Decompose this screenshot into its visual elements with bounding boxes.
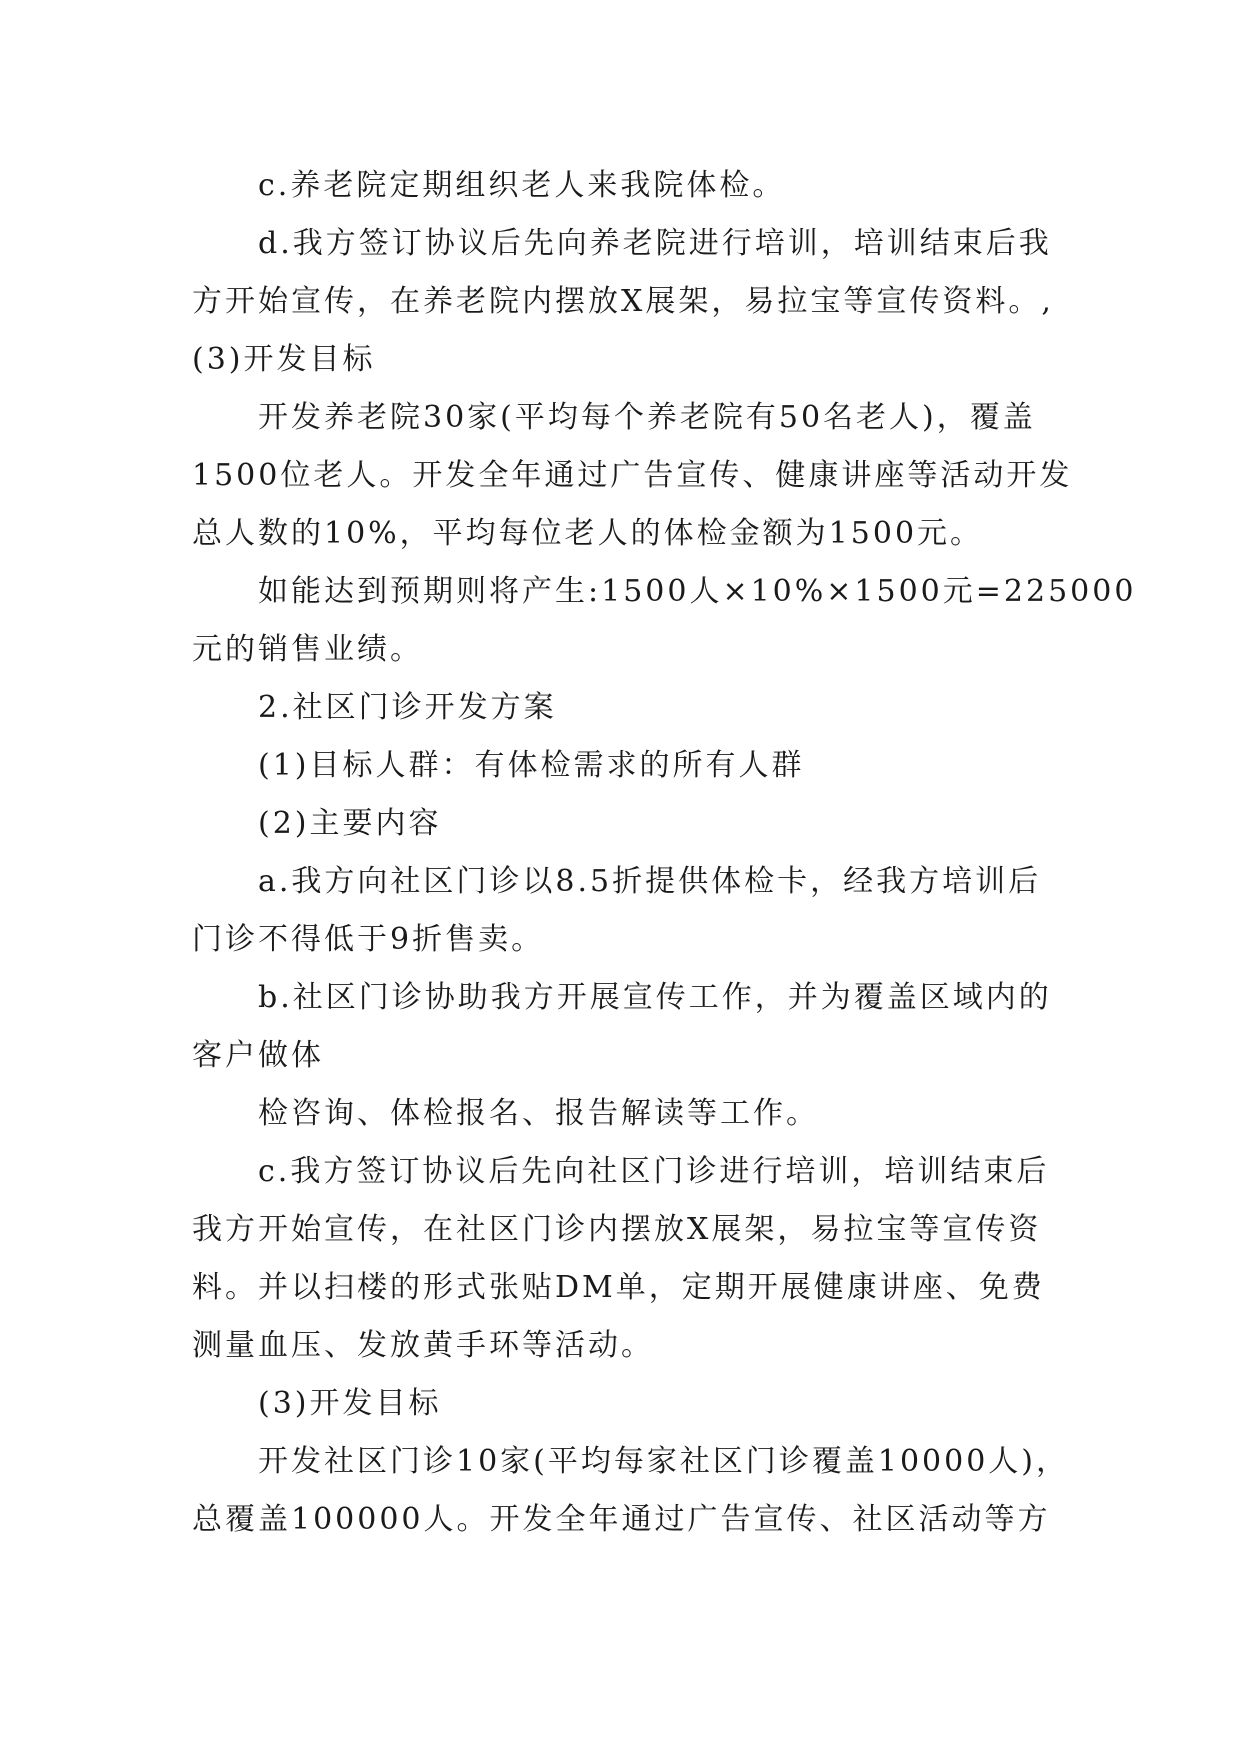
text-line: c.养老院定期组织老人来我院体检。: [258, 168, 786, 203]
text-line: 开发社区门诊10家(平均每家社区门诊覆盖10000人)，: [258, 1444, 1070, 1479]
text-line: b.社区门诊协助我方开展宣传工作，并为覆盖区域内的: [258, 980, 1052, 1015]
text-line: 方开始宣传，在养老院内摆放X展架，易拉宝等宣传资料。,: [192, 284, 1054, 319]
section-heading: (2)主要内容: [258, 806, 442, 841]
section-heading: 2.社区门诊开发方案: [258, 690, 557, 725]
text-line: 检咨询、体检报名、报告解读等工作。: [258, 1096, 819, 1131]
text-line: 测量血压、发放黄手环等活动。: [192, 1328, 654, 1363]
text-line: (1)目标人群：有体检需求的所有人群: [258, 748, 805, 783]
text-line: 门诊不得低于9折售卖。: [192, 922, 545, 957]
text-line: d.我方签订协议后先向养老院进行培训，培训结束后我: [258, 226, 1052, 261]
text-line: 客户做体: [192, 1038, 324, 1073]
text-line: 如能达到预期则将产生:1500人×10%×1500元=225000: [258, 574, 1137, 609]
text-line: 料。并以扫楼的形式张贴DM单，定期开展健康讲座、免费: [192, 1270, 1045, 1305]
section-heading: (3)开发目标: [258, 1386, 442, 1421]
text-line: 我方开始宣传，在社区门诊内摆放X展架，易拉宝等宣传资: [192, 1212, 1042, 1247]
text-line: 总人数的10%，平均每位老人的体检金额为1500元。: [192, 516, 984, 551]
text-line: c.我方签订协议后先向社区门诊进行培训，培训结束后: [258, 1154, 1050, 1189]
text-line: 元的销售业绩。: [192, 632, 423, 667]
text-line: a.我方向社区门诊以8.5折提供体检卡，经我方培训后: [258, 864, 1042, 899]
text-line: 总覆盖100000人。开发全年通过广告宣传、社区活动等方: [192, 1502, 1051, 1537]
text-line: 开发养老院30家(平均每个养老院有50名老人)，覆盖: [258, 400, 1036, 435]
section-heading: (3)开发目标: [192, 342, 376, 377]
text-line: 1500位老人。开发全年通过广告宣传、健康讲座等活动开发: [192, 458, 1073, 493]
